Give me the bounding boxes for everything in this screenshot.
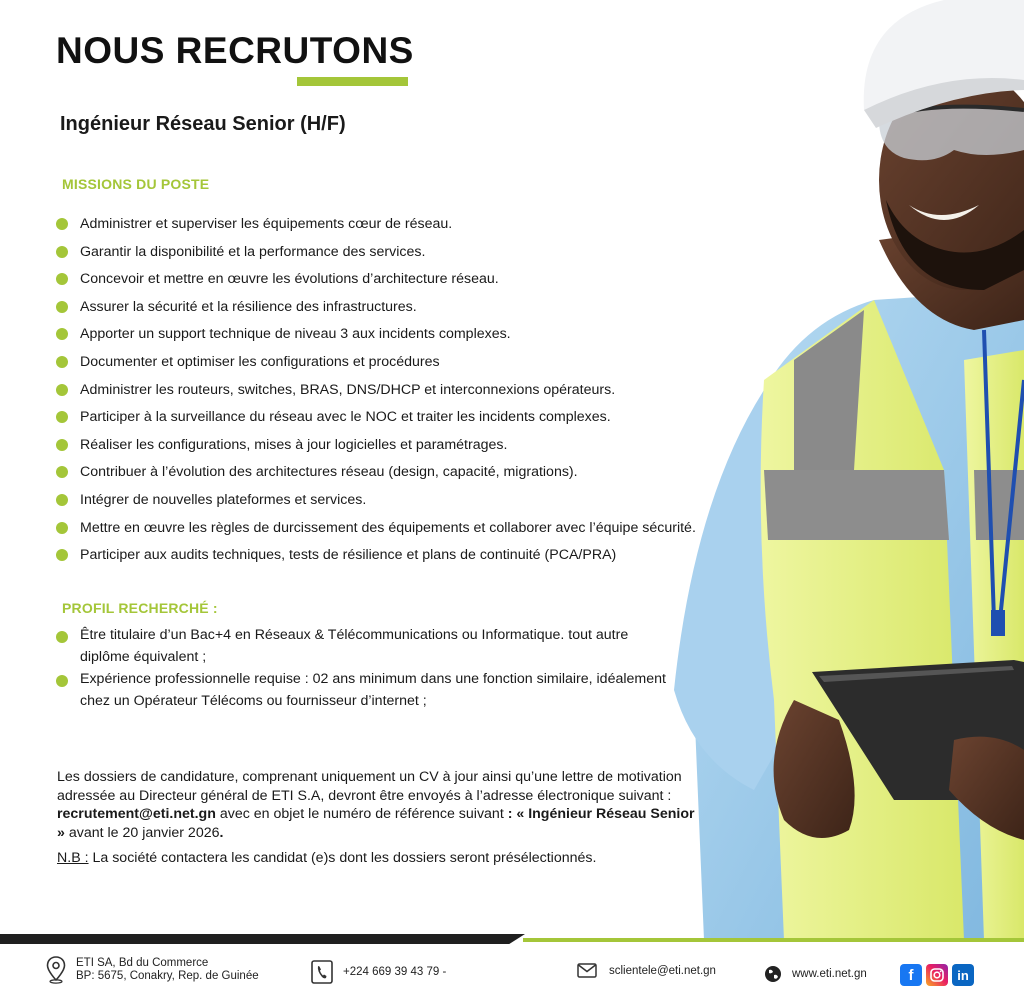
page-title: NOUS RECRUTONS [56,30,414,71]
bullet-icon [56,675,68,687]
application-email[interactable]: recrutement@eti.net.gn [57,806,216,822]
footer-stripe-green [523,938,1024,942]
bullet-icon [56,384,68,396]
list-item: Réaliser les configurations, mises à jour logicielles et paramétrages. [56,435,696,463]
phone-icon [311,960,333,984]
reference-number: : « Ingénieur Réseau Senior » [57,806,695,841]
bullet-icon [56,466,68,478]
list-item: Contribuer à l’évolution des architectures réseau (design, capacité, migrations). [56,462,696,490]
bullet-icon [56,439,68,451]
social-links [900,964,974,986]
nb-note: N.B : La société contactera les candidat (e)s dont les dossiers seront présélectionnés. [57,850,597,866]
bullet-icon [56,411,68,423]
footer-stripe-dark [0,934,525,944]
list-item: Concevoir et mettre en œuvre les évolutions d’architecture réseau. [56,269,696,297]
instagram-icon[interactable] [926,964,948,986]
profile-list [56,625,676,713]
mail-icon [577,963,597,978]
list-item: Participer aux audits techniques, tests de résilience et plans de continuité (PCA/PRA) [56,545,696,573]
bullet-icon [56,549,68,561]
application-instructions: Les dossiers de candidature, comprenant uniquement un CV à jour ainsi qu’une lettre de motivation adressée au Directeur général de ETI S.A, devront être envoyés à l’adresse électronique suivant : recrutement@eti.net.gn avec en objet le numéro de référence suivant : « Ingénieur Réseau Senior » avant le 20 janvier 2026. [57,769,695,841]
bullet-icon [56,494,68,506]
bullet-icon [56,328,68,340]
bullet-icon [56,522,68,534]
footer-website[interactable]: www.eti.net.gn [764,965,867,983]
list-item: Garantir la disponibilité et la performance des services. [56,242,696,270]
worker-photo [664,0,1024,940]
linkedin-icon[interactable]: in [952,964,974,986]
location-pin-icon [46,956,66,984]
list-item: Administrer les routeurs, switches, BRAS, DNS/DHCP et interconnexions opérateurs. [56,380,696,408]
footer-email[interactable]: sclientele@eti.net.gn [577,963,716,978]
list-item: Expérience professionnelle requise : 02 ans minimum dans une fonction similaire, idéalement chez un Opérateur Télécoms ou fournisseur d’internet ; [56,669,676,712]
bullet-icon [56,218,68,230]
list-item: Intégrer de nouvelles plateformes et services. [56,490,696,518]
facebook-icon[interactable]: f [900,964,922,986]
list-item: Apporter un support technique de niveau 3 aux incidents complexes. [56,324,696,352]
missions-list [56,214,696,573]
list-item: Administrer et superviser les équipements cœur de réseau. [56,214,696,242]
job-title: Ingénieur Réseau Senior (H/F) [60,113,346,135]
bullet-icon [56,246,68,258]
list-item: Documenter et optimiser les configurations et procédures [56,352,696,380]
bullet-icon [56,273,68,285]
globe-icon [764,965,782,983]
instagram-glyph [929,967,945,983]
nb-label: N.B : [57,850,89,866]
footer-phone[interactable]: +224 669 39 43 79 - [311,960,446,984]
bullet-icon [56,301,68,313]
list-item: Mettre en œuvre les règles de durcissement des équipements et collaborer avec l’équipe sécurité. [56,518,696,546]
profile-heading: PROFIL RECHERCHÉ : [62,600,218,616]
list-item: Être titulaire d’un Bac+4 en Réseaux & Télécommunications ou Informatique. tout autre diplôme équivalent ; [56,625,676,668]
title-underline [297,77,408,86]
missions-heading: MISSIONS DU POSTE [62,176,210,192]
list-item: Participer à la surveillance du réseau avec le NOC et traiter les incidents complexes. [56,407,696,435]
bullet-icon [56,356,68,368]
footer-address: ETI SA, Bd du Commerce BP: 5675, Conakry, Rep. de Guinée [46,956,259,984]
list-item: Assurer la sécurité et la résilience des infrastructures. [56,297,696,325]
bullet-icon [56,631,68,643]
